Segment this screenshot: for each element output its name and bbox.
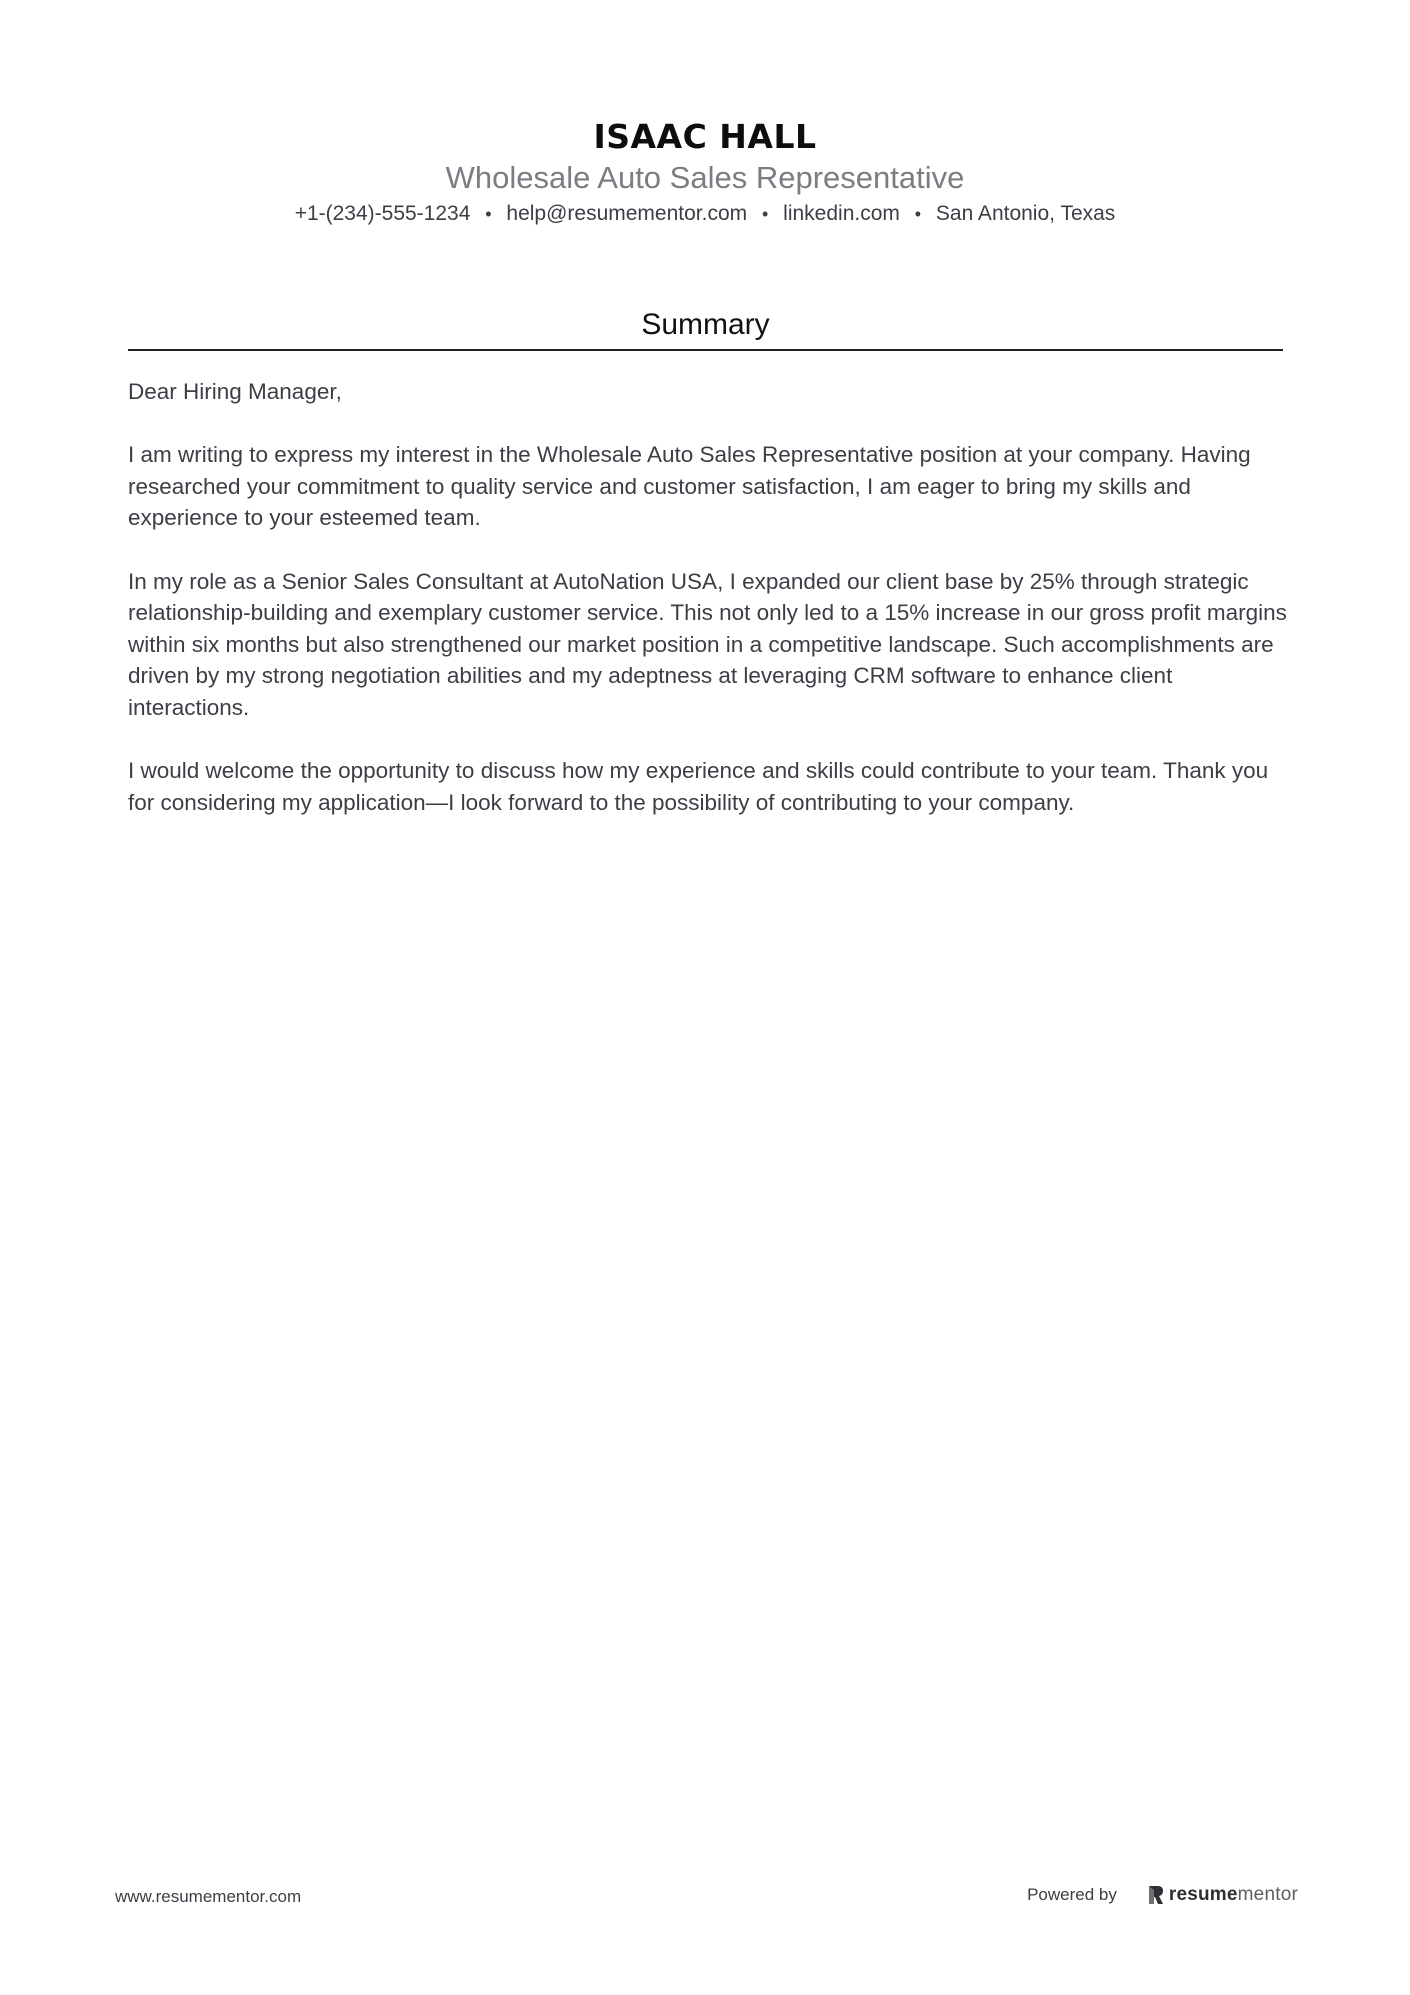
contact-linkedin[interactable]: linkedin.com bbox=[783, 202, 900, 225]
logo-text-bold: resume bbox=[1168, 1884, 1238, 1905]
section-heading-summary: Summary bbox=[641, 308, 770, 341]
letter-greeting: Dear Hiring Manager, bbox=[128, 379, 342, 404]
resumementor-logo-icon bbox=[1147, 1884, 1165, 1906]
candidate-name: ISAAC HALL bbox=[593, 117, 817, 156]
contact-phone: +1-(234)-555-1234 bbox=[294, 202, 471, 225]
separator-dot: • bbox=[485, 204, 492, 224]
contact-location: San Antonio, Texas bbox=[935, 202, 1116, 225]
contact-line bbox=[0, 199, 1410, 229]
section-divider bbox=[128, 349, 1283, 351]
job-title: Wholesale Auto Sales Representative bbox=[445, 160, 965, 195]
separator-dot: • bbox=[762, 204, 769, 224]
separator-dot: • bbox=[914, 204, 922, 224]
letter-paragraph: I am writing to express my interest in the Wholesale Auto Sales Representative position at your company. Having researched your commitment to quality service and customer satisfaction, I am eager to bring my skills and experience to your esteemed team. bbox=[128, 442, 1251, 531]
footer-branding bbox=[1027, 1880, 1298, 1910]
letter-body bbox=[128, 376, 1288, 818]
header bbox=[0, 112, 1410, 229]
letter-paragraph: In my role as a Senior Sales Consultant at AutoNation USA, I expanded our client base by 25% through strategic relationship-building and exemplary customer service. This not only led to a 15% increase in our gross profit margins within six months but also strengthened our market position in a competitive landscape. Such accomplishments are driven by my strong negotiation abilities and my adeptness at leveraging CRM software to enhance client interactions. bbox=[128, 568, 1287, 720]
logo-text-light: mentor bbox=[1237, 1884, 1298, 1905]
powered-by-label: Powered by bbox=[1027, 1885, 1117, 1904]
contact-email[interactable]: help@resumementor.com bbox=[506, 202, 748, 225]
footer-website[interactable]: www.resumementor.com bbox=[115, 1887, 302, 1906]
letter-paragraph: I would welcome the opportunity to discuss how my experience and skills could contribute to your team. Thank you for considering my application—I look forward to the possibility of contributing to your company. bbox=[128, 758, 1269, 815]
resumementor-logo-text bbox=[1169, 1884, 1298, 1906]
